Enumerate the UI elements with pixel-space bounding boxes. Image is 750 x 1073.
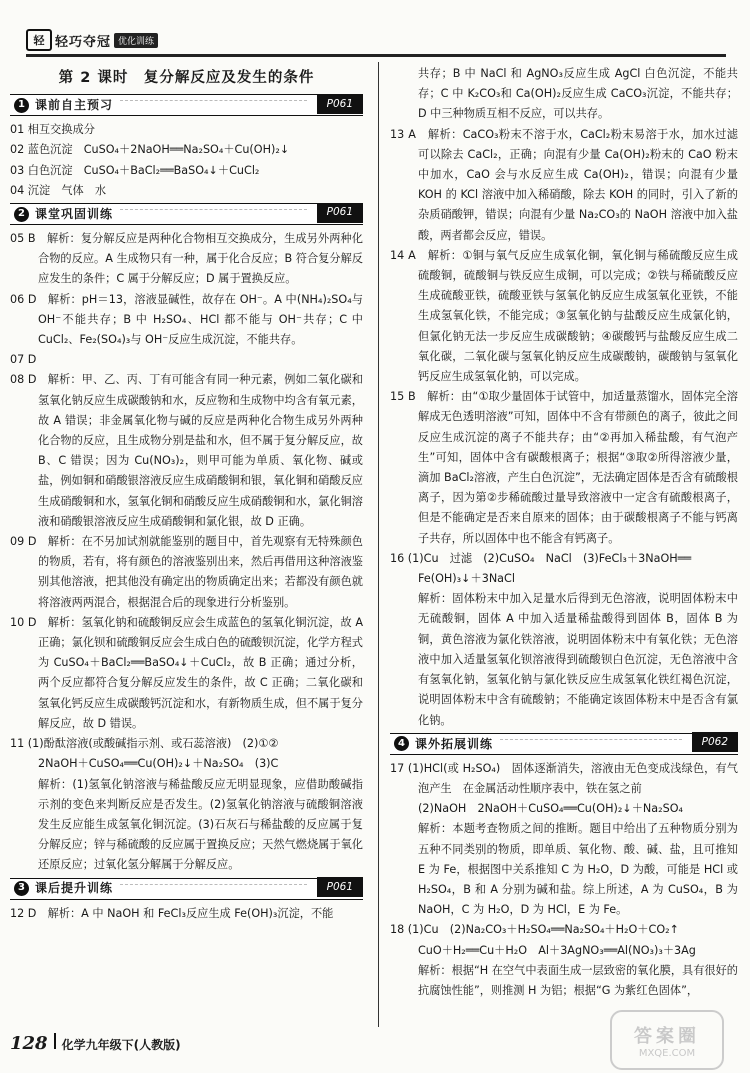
answer-paragraph: 2NaOH＋CuSO₄══Cu(OH)₂↓＋Na₂SO₄ (3)C [38,757,279,771]
answer-paragraph: 共存；B 中 NaCl 和 AgNO₃反应生成 AgCl 白色沉淀，不能共存；C 中 K₂CO₃和 Ca(OH)₂反应生成 CaCO₃沉淀，不能共存；D 中三种物质互相不反应，可以共存。 [418,67,738,121]
answer-paragraph: 08 D 解析：甲、乙、丙、丁有可能含有同一种元素，例如二氧化碳和氢氧化钠反应生成碳酸钠和水，反应物和生成物中均含有氧元素，故 A 错误；非金属氧化物与碱的反应是两种化合物生成另外两种化合物的反应，且生成物分别是盐和水，但不属于复分解反应，故 B、C 错误；因为 Cu(NO₃)₂，则甲可能为单质、氧化物、碱或盐，例如铜和硝酸银溶液反应生成硝酸铜和银，氧化铜和硝酸反应生成硝酸铜和水，氢氧化铜和硝酸反应生成硝酸铜和水，氯化铜溶液和硝酸银溶液反应生成硝酸铜和氯化银，故 D 正确。 [10,373,363,528]
answer-paragraph: 解析：固体粉末中加入足量水后得到无色溶液，说明固体粉末中无硫酸铜，固体 A 中加入适量稀盐酸得到固体 B，固体 B 为铜，黄色溶液为氯化铁溶液，说明固体粉末中有氧化铁；无色溶液中加入适量氢氧化钡溶液得到硫酸钡白色沉淀，无色溶液中含有氢氧化钠，氢氧化钠与氯化铁反应生成氢氧化铁红褐色沉淀，说明固体粉末中含有硫酸钠；不能确定该固体粉末中是否含有氯化钠。 [418,592,738,727]
answer-paragraph: CuO＋H₂══Cu＋H₂O Al＋3AgNO₃══Al(NO₃)₃＋3Ag [418,943,696,957]
answer-paragraph: Fe(OH)₃↓＋3NaCl [418,572,515,586]
column-divider [378,62,379,1027]
section-bar-4 [390,733,738,755]
section-number-icon: 3 [14,881,29,896]
section-bar-3 [10,878,363,900]
section-page-ref: P061 [317,203,363,223]
section-bar-2 [10,203,363,225]
section-number-icon: 4 [394,736,409,751]
answer-paragraph: 16 (1)Cu 过滤 (2)CuSO₄ NaCl (3)FeCl₃＋3NaOH══ [390,551,692,565]
section-label: 课外拓展训练 [415,736,494,751]
section-bar-1 [10,94,363,116]
answer-paragraph: 07 D [10,353,37,367]
section-page-ref: P062 [692,732,738,752]
answer-line: 01 相互交换成分 [10,123,95,137]
section-number-icon: 1 [14,98,29,113]
answer-paragraph: 解析：根据“H 在空气中表面生成一层致密的氧化膜，具有很好的抗腐蚀性能”，则推测 H 为铝；根据“G 为紫红色固体”， [418,963,738,997]
left-column [10,64,363,924]
section-label: 课后提升训练 [35,881,114,896]
logo-icon: 轻 [26,29,52,51]
answer-line: 02 蓝色沉淀 CuSO₄＋2NaOH══Na₂SO₄＋Cu(OH)₂↓ [10,143,290,157]
logo-text: 轻巧夺冠 [55,34,112,50]
logo-subtitle: 优化训练 [114,33,158,48]
section-page-ref: P061 [317,877,363,897]
answer-paragraph: 11 (1)酚酞溶液(或酸碱指示剂、或石蕊溶液) (2)①② [10,737,279,751]
answer-paragraph: 10 D 解析：氢氧化钠和硫酸铜反应会生成蓝色的氢氧化铜沉淀，故 A 正确；氯化钡和硫酸铜反应会生成白色的硫酸钡沉淀，化学方程式为 CuSO₄＋BaCl₂══BaSO₄↓＋CuCl₂，故 B 正确；通过分析，两个反应都符合复分解反应发生的条件，故 C 正确；二氧化碳和氢氧化钙反应生成碳酸钙沉淀和水，有新物质生成，但不属于复分解反应，故 D 错误。 [10,615,363,730]
right-column [390,64,738,1001]
answer-paragraph: 06 D 解析：pH＝13，溶液显碱性，故存在 OH⁻。A 中(NH₄)₂SO₄与 OH⁻不能共存；B 中 H₂SO₄、HCl 都不能与 OH⁻共存；C 中 CuCl₂、Fe₂(SO₄)₃与 OH⁻反应生成沉淀，不能共存。 [10,292,363,347]
answer-paragraph: 解析：本题考查物质之间的推断。题目中给出了五种物质分别为五种不同类别的物质，即单质、氧化物、酸、碱、盐，且可推知 E 为 Fe，根据图中关系推知 C 为 H₂O，D 为酸，可能是 HCl 或 H₂SO₄，B 和 A 分别为碱和盐。综上所述，A 为 CuSO₄，B 为 NaOH，C 为 H₂O，D 为 HCl，E 为 Fe。 [418,822,738,917]
section-number-icon: 2 [14,207,29,222]
answer-paragraph: 解析：(1)氢氧化钠溶液与稀盐酸反应无明显现象，应借助酸碱指示剂的变色来判断反应是否发生。(2)氢氧化钠溶液与硫酸铜溶液发生反应能生成氢氧化铜沉淀。(3)石灰石与稀盐酸的反应属于复分解反应；锌与稀硫酸的反应属于置换反应；天然气燃烧属于氧化还原反应；过氧化氢分解属于分解反应。 [38,777,363,872]
answer-paragraph: 17 (1)HCl(或 H₂SO₄) 固体逐渐消失，溶液由无色变成浅绿色，有气泡产生 在金属活动性顺序表中，铁在氢之前 [390,761,738,795]
answer-line: 03 白色沉淀 CuSO₄＋BaCl₂══BaSO₄↓＋CuCl₂ [10,163,260,177]
section-label: 课堂巩固训练 [35,206,114,221]
answer-paragraph: 14 A 解析：①铜与氧气反应生成氧化铜，氧化铜与稀硫酸反应生成硫酸铜，硫酸铜与铁反应生成铜，可以完成；②铁与稀硫酸反应生成硫酸亚铁，硫酸亚铁与氢氧化钠反应生成氢氧化亚铁，不能生成氢氧化铁，不能完成；③氢氧化钠与盐酸反应生成氯化钠，但氯化钠无法一步反应生成碳酸钠；④碳酸钙与盐酸反应生成二氧化碳，二氧化碳与氢氧化钠反应生成碳酸钠，碳酸钠与氢氧化钙反应生成氢氧化钠，可以完成。 [390,248,738,384]
lesson-title: 第 2 课时 复分解反应及发生的条件 [58,70,315,86]
book-title: 化学九年级下(人教版) [61,1038,181,1052]
answer-paragraph: 13 A 解析：CaCO₃粉末不溶于水，CaCl₂粉末易溶于水，加水过滤可以除去 CaCl₂，正确；向混有少量 Ca(OH)₂粉末的 CaO 粉末中加水，CaO 会与水反应生成 Ca(OH)₂，错误；向混有少量 KOH 的 KCl 溶液中加入稀硝酸，除去 KOH 的同时，引入了新的杂质硝酸钾，错误；向混有少量 Na₂CO₃的 NaOH 溶液中加入盐酸，两者都会反应，错误。 [390,127,738,242]
brand-logo [26,30,158,50]
answer-paragraph: 05 B 解析：复分解反应是两种化合物相互交换成分，生成另外两种化合物的反应。A 生成物只有一种，属于化合反应；B 符合复分解反应发生的条件；C 属于分解反应；D 属于置换反应。 [10,232,363,286]
watermark-stamp: 答案圈 MXQE.COM [610,1010,724,1070]
answer-line: 04 沉淀 气体 水 [10,183,107,197]
section-label: 课前自主预习 [35,98,114,113]
answer-paragraph: 12 D 解析：A 中 NaOH 和 FeCl₃反应生成 Fe(OH)₃沉淀，不能 [10,906,334,920]
page-number: 128 [10,1033,48,1054]
section-page-ref: P061 [317,94,363,114]
answer-paragraph: 15 B 解析：由“①取少量固体于试管中，加适量蒸馏水，固体完全溶解成无色透明溶液”可知，固体中不含有带颜色的离子，彼此之间反应生成沉淀的离子不能共存；由“②再加入稀盐酸，有气泡产生”可知，固体中含有碳酸根离子；根据“③取②所得溶液少量，滴加 BaCl₂溶液，产生白色沉淀”，无法确定固体是否含有硫酸根离子，因为第②步稀硫酸过量导致溶液中一定含有硫酸根离子，但是不能确定是否来自原来的固体；由于碳酸根离子不能与钙离子共存，所以固体中也不能含有钙离子。 [390,390,738,545]
page-footer [10,1033,710,1055]
page-header [26,28,726,57]
answer-paragraph: 18 (1)Cu (2)Na₂CO₃＋H₂SO₄══Na₂SO₄＋H₂O＋CO₂↑ [390,923,679,937]
answer-paragraph: (2)NaOH 2NaOH＋CuSO₄══Cu(OH)₂↓＋Na₂SO₄ [418,802,683,816]
answer-paragraph: 09 D 解析：在不另加试剂就能鉴别的题目中，首先观察有无特殊颜色的物质，若有，将有颜色的溶液鉴别出来，然后再借用这种溶液鉴别其他溶液，把其他没有确定出的物质确定出来；若都没有颜色就将溶液两两混合，根据混合后的现象进行分析鉴别。 [10,535,363,609]
